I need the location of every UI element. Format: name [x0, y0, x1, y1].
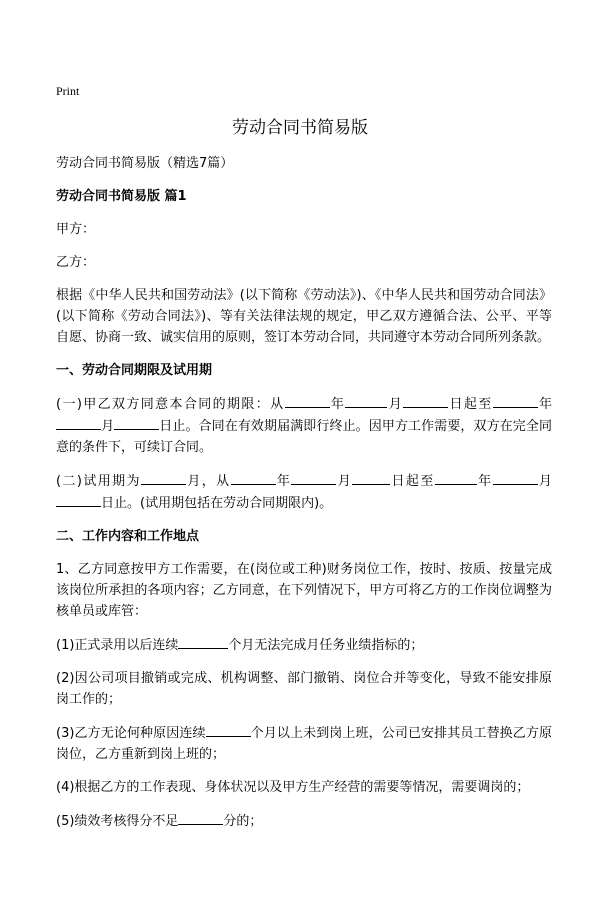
blank-field: [285, 393, 330, 408]
print-link[interactable]: Print: [56, 84, 80, 98]
document-title: 劳动合同书简易版: [232, 118, 368, 138]
text: 分的；: [223, 814, 263, 829]
blank-field: [403, 393, 448, 408]
text: 月: [336, 474, 353, 489]
blank-field: [178, 634, 228, 649]
sub-item-1: [56, 634, 552, 656]
section-title: 劳动合同书简易版 篇1: [56, 189, 187, 204]
text: 个月无法完成月任务业绩指标的；: [228, 638, 424, 653]
clause-probation-period: [56, 470, 552, 514]
blank-field: [493, 393, 538, 408]
subtitle: 劳动合同书简易版（精选7篇）: [56, 156, 234, 171]
text: (二)试用期为: [56, 474, 141, 489]
text: 年: [476, 474, 493, 489]
blank-field: [178, 810, 223, 825]
text: 月: [101, 419, 115, 434]
intro-paragraph: 根据《中华人民共和国劳动法》(以下简称《劳动法》)、《中华人民共和国劳动合同法》(以下简称《劳动合同法》)、等有关法律法规的规定，甲乙双方遵循合法、公平、平等自愿、协商一致、诚实信用的原则，签订本劳动合同，共同遵守本劳动合同所列条款。: [56, 288, 552, 345]
text: 年: [329, 397, 346, 412]
sub-item-2: (2)因公司项目撤销或完成、机构调整、部门撤销、岗位合并等变化，导致不能安排原岗工作的；: [56, 671, 552, 707]
text: 月: [537, 474, 552, 489]
text: 日止。合同在有效期届满即行终止。因甲方工作需要，双方在完全同意的条件下，可续订合同。: [56, 419, 552, 455]
clause-contract-period: [56, 393, 552, 458]
text: (一)甲乙双方同意本合同的期限：从: [56, 397, 285, 412]
blank-field: [141, 470, 186, 485]
text: 月，从: [185, 474, 231, 489]
text: 日止。(试用期包括在劳动合同期限内)。: [101, 496, 333, 511]
blank-field: [114, 415, 159, 430]
blank-field: [231, 470, 276, 485]
heading-work-content: 二、工作内容和工作地点: [56, 529, 200, 544]
text: 个月以上未到岗上班，公司已安排其员工替换乙方原岗位，乙方重新到岗上班的；: [56, 726, 552, 762]
party-a-line: 甲方：: [56, 222, 96, 237]
blank-field: [435, 470, 477, 485]
sub-item-5: [56, 810, 552, 832]
blank-field: [56, 415, 101, 430]
blank-field: [206, 722, 251, 737]
blank-field: [493, 470, 538, 485]
blank-field: [56, 492, 101, 507]
party-b-line: 乙方：: [56, 255, 96, 270]
text: (1)正式录用以后连续: [56, 638, 179, 653]
blank-field: [352, 470, 390, 485]
text: 年: [537, 397, 552, 412]
document-body: [56, 153, 552, 844]
sub-item-3: [56, 722, 552, 765]
text: 月: [387, 397, 404, 412]
blank-field: [291, 470, 336, 485]
text: 年: [275, 474, 292, 489]
text: 日起至: [390, 474, 435, 489]
heading-contract-term: 一、劳动合同期限及试用期: [56, 363, 213, 378]
text: (5)绩效考核得分不足: [56, 814, 179, 829]
text: 日起至: [448, 397, 493, 412]
text: (3)乙方无论何种原因连续: [56, 726, 206, 741]
sub-item-4: (4)根据乙方的工作表现、身体状况以及甲方生产经营的需要等情况，需要调岗的；: [56, 780, 530, 795]
item-1-paragraph: 1、乙方同意按甲方工作需要，在(岗位或工种)财务岗位工作，按时、按质、按量完成该岗位所承担的各项内容；乙方同意，在下列情况下，甲方可将乙方的工作岗位调整为核单员或库管：: [56, 562, 552, 619]
blank-field: [345, 393, 387, 408]
